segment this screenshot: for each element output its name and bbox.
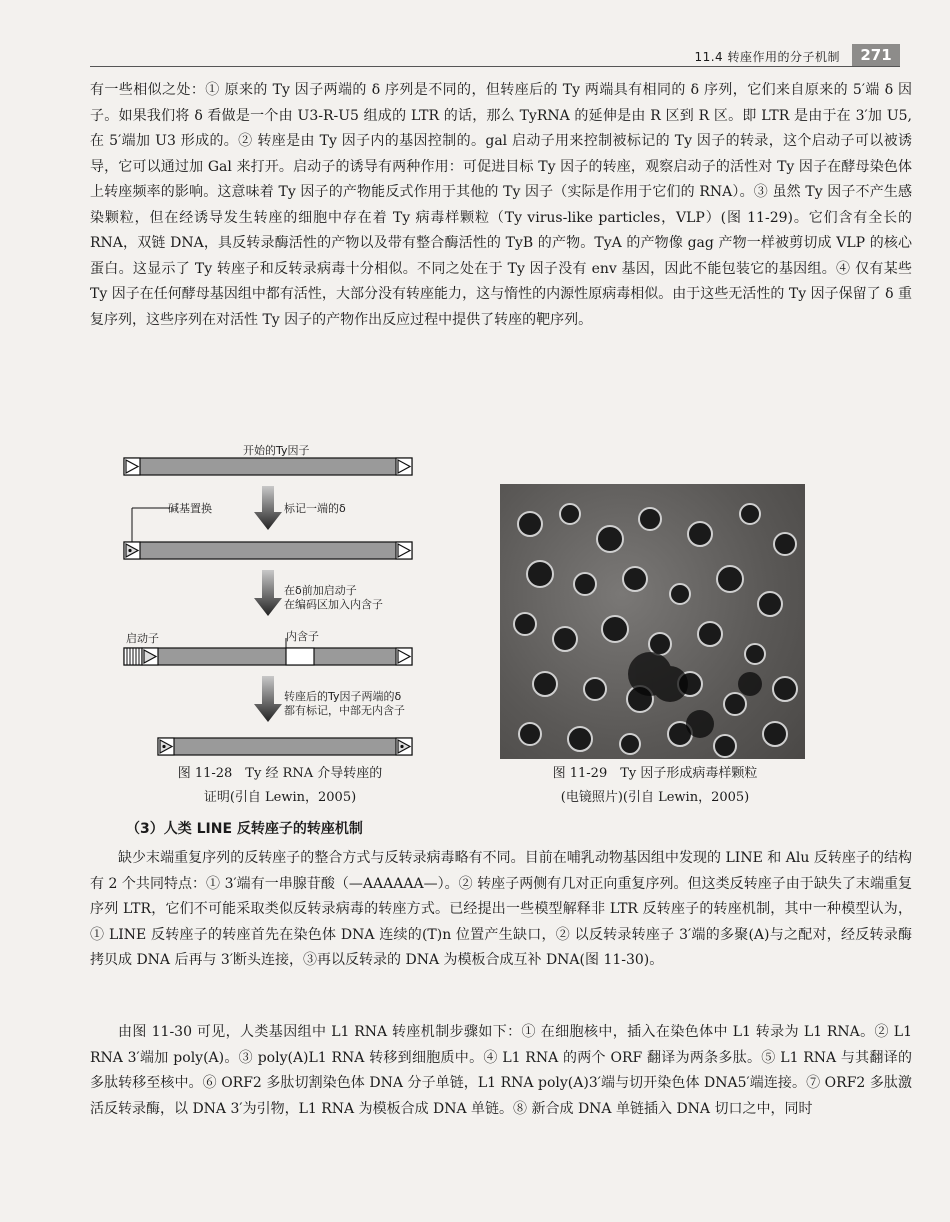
figure-area [90, 432, 912, 812]
figure-11-28-caption-line2: 证明(引自 Lewin，2005) [203, 790, 357, 805]
original-ty-element [124, 458, 412, 475]
engineered-ty-element [124, 638, 412, 665]
running-head: 11.4 转座作用的分子机制 [694, 50, 840, 64]
label-step3-line2: 都有标记，中部无内含子 [284, 704, 405, 717]
label-promoter: 启动子 [126, 632, 159, 645]
arrow-step-1 [254, 486, 282, 530]
section-heading: （3）人类 LINE 反转座子的转座机制 [126, 821, 363, 837]
header-rule [90, 66, 900, 67]
label-original-ty: 开始的Ty因子 [243, 444, 310, 457]
label-step2-line2: 在编码区加入内含子 [284, 598, 383, 611]
label-step2-line1: 在δ前加启动子 [284, 584, 357, 597]
label-intron: 内含子 [286, 630, 319, 643]
page-number: 271 [852, 44, 900, 66]
figure-11-29-caption-line2: (电镜照片)(引自 Lewin，2005) [560, 790, 750, 805]
marked-ty-element [124, 542, 412, 559]
figure-11-29-caption-line1: 图 11-29 Ty 因子形成病毒样颗粒 [552, 766, 758, 781]
paragraph-1: 有一些相似之处：① 原来的 Ty 因子两端的 δ 序列是不同的，但转座后的 Ty 两端具有相同的 δ 序列，它们来自原来的 5′端 δ 因子。如果我们将 δ 看做是一个由 U3-R-U5 组成的 LTR 的话，那么 TyRNA 的延伸是由 R 区到 R 区。即 LTR 是由于在 3′加 U5,在 5′端加 U3 形成的。② 转座是由 Ty 因子内的基因控制的。gal 启动子用来控制被标记的 Ty 因子的转录，这个启动子可以被诱导，它可以通过加 Gal 来打开。启动子的诱导有两种作用：可促进目标 Ty 因子的转座，观察启动子的活性对 Ty 因子在酵母染色体上转座频率的影响。这意味着 Ty 因子的产物能反式作用于其他的 Ty 因子（实际是作用于它们的 RNA）。③ 虽然 Ty 因子不产生感染颗粒，但在经诱导发生转座的细胞中存在着 Ty 病毒样颗粒（Ty virus-like particles，VLP）(图 11-29)。它们含有全长的 RNA，双链 DNA，具反转录酶活性的产物以及带有整合酶活性的 TyB 的产物。TyA 的产物像 gag 产物一样被剪切成 VLP 的核心蛋白。这显示了 Ty 转座子和反转录病毒十分相似。不同之处在于 Ty 因子没有 env 基因，因此不能包装它的基因组。④ 仅有某些 Ty 因子在任何酵母基因组中都有活性，大部分没有转座能力，这与惰性的内源性原病毒相似。由于这些无活性的 Ty 因子保留了 δ 重复序列，这些序列在对活性 Ty 因子的产物作出反应过程中提供了转座的靶序列。 [90, 82, 912, 328]
paragraph-2: 缺少末端重复序列的反转座子的整合方式与反转录病毒略有不同。目前在哺乳动物基因组中发现的 LINE 和 Alu 反转座子的结构有 2 个共同特点：① 3′端有一串腺苷酸（—AAAAAA—）。② 转座子两侧有几对正向重复序列。但这类反转座子由于缺失了末端重复序列 LTR，它们不可能采取类似反转录病毒的转座方式。已经提出一些模型解释非 LTR 反转座子的转座机制，其中一种模型认为，① LINE 反转座子的转座首先在染色体 DNA 连续的(T)n 位置产生缺口，② 以反转录转座子 3′端的多聚(A)与之配对，经反转录酶拷贝成 DNA 后再与 3′断头连接，③再以反转录的 DNA 为模板合成互补 DNA(图 11-30)。 [90, 850, 912, 968]
paragraph-3: 由图 11-30 可见，人类基因组中 L1 RNA 转座机制步骤如下：① 在细胞核中，插入在染色体中 L1 转录为 L1 RNA。② L1 RNA 3′端加 poly(A)。③ poly(A)L1 RNA 转移到细胞质中。④ L1 RNA 的两个 ORF 翻译为两条多肽。⑤ L1 RNA 与其翻译的多肽转移至核中。⑥ ORF2 多肽切割染色体 DNA 分子单链，L1 RNA poly(A)3′端与切开染色体 DNA5′端连接。⑦ ORF2 多肽激活反转录酶，以 DNA 3′为引物，L1 RNA 为模板合成 DNA 单链。⑧ 新合成 DNA 单链插入 DNA 切口之中，同时 [90, 1024, 912, 1117]
arrow-step-2 [254, 570, 282, 616]
figure-11-29-caption [490, 762, 820, 810]
label-marked-end: 标记一端的δ [284, 502, 346, 515]
figure-11-28 [118, 432, 428, 782]
transposed-ty-element [158, 738, 412, 755]
figure-11-28-caption [130, 762, 430, 810]
page-header [90, 44, 900, 68]
em-photo-virus-like-particles [500, 484, 805, 759]
arrow-step-3 [254, 676, 282, 722]
figure-11-28-caption-line1: 图 11-28 Ty 经 RNA 介导转座的 [177, 766, 383, 781]
label-step3-line1: 转座后的Ty因子两端的δ [284, 690, 402, 703]
label-base-substitution: 碱基置换 [168, 502, 212, 515]
